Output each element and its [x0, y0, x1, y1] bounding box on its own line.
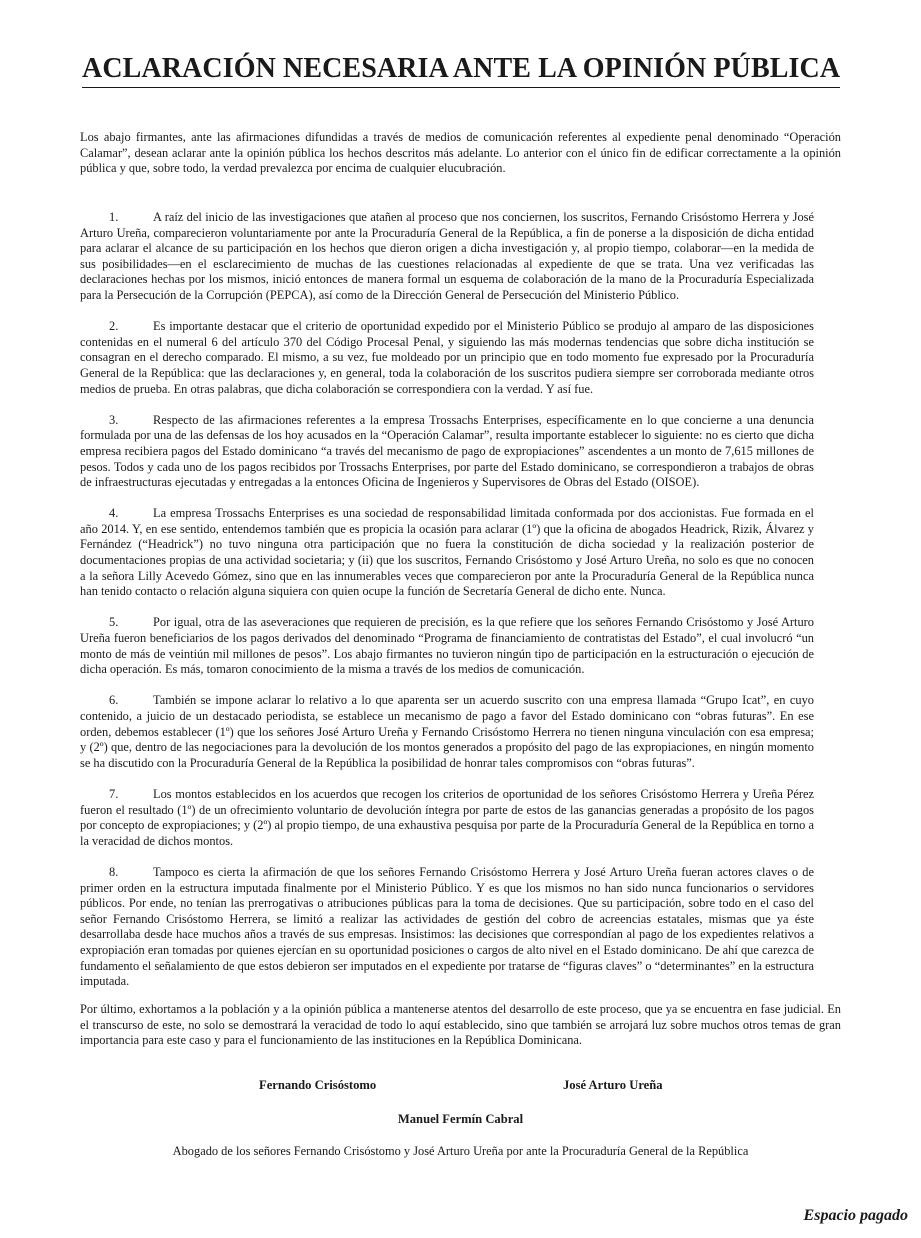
signer-name-2: José Arturo Ureña [563, 1078, 663, 1092]
item-text: Por igual, otra de las aseveraciones que requieren de precisión, es la que refiere que los señores Fernando Crisóstomo y José Arturo Ureña fueron beneficiarios de los pagos derivados del denominado “Programa de financiamiento de contratistas del Estado”, el cual involucró “un monto de más de veintiún mil millones de pesos”. Los abajo firmantes no tuvieron ningún tipo de participación en la estructuración o ejecución de dicha operación. Es más, tomaron conocimiento de la misma a través de los medios de comunicación. [80, 615, 814, 677]
lawyer-role: Abogado de los señores Fernando Crisóstomo y José Arturo Ureña por ante la Procuraduría General de la República [172, 1144, 749, 1158]
list-item [80, 319, 814, 397]
item-text: La empresa Trossachs Enterprises es una sociedad de responsabilidad limitada conformada por dos accionistas. Fue formada en el año 2014. Y, en ese sentido, entendemos también que es propicia la ocasión para aclarar (1º) que la oficina de abogados Headrick, Rizik, Álvarez y Fernández (“Headrick”) no tuvo ninguna otra participación que no fuera la constitución de dicha sociedad y la realización posterior de documentaciones propias de una actividad societaria; y (ii) que los suscritos, Fernando Crisóstomo y José Arturo Ureña, no solo es que no conocen a la señora Lilly Acevedo Gómez, sino que en las innumerables veces que comparecieron por ante la Procuraduría General de la República nunca han tenido contacto o relación alguna siquiera con quien ocupe la función de Secretaría General de dicho ente. Nunca. [80, 506, 814, 599]
signer-name-1: Fernando Crisóstomo [259, 1078, 377, 1092]
list-item [80, 210, 814, 304]
lawyer-name: Manuel Fermín Cabral [397, 1112, 524, 1126]
list-item [80, 787, 814, 849]
list-item [80, 693, 814, 771]
intro-section [80, 130, 841, 177]
item-number: 5. [109, 615, 119, 630]
item-text: Es importante destacar que el criterio de oportunidad expedido por el Ministerio Público se produjo al amparo de las disposiciones contenidas en el numeral 6 del artículo 370 del Código Procesal Penal, y siguiendo las más modernas tendencias que sobre dicha institución se consagran en el derecho comparado. El mismo, a su vez, fue moldeado por un principio que en todo momento fue expresado por la Procuraduría General de la República: que las declaraciones y, en general, toda la colaboración de los suscritos pudiera siempre ser corroborada mediante otros medios de prueba. En otras palabras, que dicha colaboración se correspondiera con la verdad. Y así fue. [80, 319, 814, 396]
title-underline [82, 87, 840, 88]
list-item [80, 615, 814, 677]
item-number: 8. [109, 864, 119, 879]
item-text: Respecto de las afirmaciones referentes a la empresa Trossachs Enterprises, específicamente en lo que concierne a una denuncia formulada por una de las defensas de los hoy acusados en la “Operación Calamar”, resulta importante establecer lo siguiente: no es cierto que dicha empresa recibiera pagos del Estado dominicano “a través del mecanismo de pago de expropiaciones” ascendentes a un monto de 7,615 millones de pesos. Todos y cada uno de los pagos recibidos por Trossachs Enterprises, por parte del Estado dominicano, se correspondieron a trabajos de obras de infraestructuras ejecutadas y entregadas a la entonces Oficina de Ingenieros y Supervisores de Obras del Estado (OISOE). [80, 412, 814, 490]
page-title: ACLARACIÓN NECESARIA ANTE LA OPINIÓN PÚBLICA [82, 53, 841, 84]
item-number: 1. [109, 210, 119, 224]
item-number: 3. [109, 412, 119, 427]
list-item [80, 865, 814, 990]
list-item [80, 506, 814, 600]
intro-paragraph: Los abajo firmantes, ante las afirmaciones difundidas a través de medios de comunicación referentes al expediente penal denominado “Operación Calamar”, desean aclarar ante la opinión pública los hechos descritos más adelante. Lo anterior con el único fin de edificar correctamente a la opinión pública y que, sobre todo, la verdad prevalezca por encima de cualquier elucubración. [80, 130, 841, 176]
closing-paragraph: Por último, exhortamos a la población y a la opinión pública a mantenerse atentos del desarrollo de este proceso, que ya se encuentra en fase judicial. En el transcurso de este, no solo se demostrará la veracidad de todo lo aquí establecido, sino que también se arrojará luz sobre muchos otros temas de gran importancia para este caso y para el funcionamiento de las instituciones en la República Dominicana. [80, 1002, 841, 1048]
list-item [80, 413, 814, 491]
numbered-list [80, 210, 814, 1005]
item-number: 7. [109, 786, 119, 801]
paid-space-notice: Espacio pagado [803, 1207, 908, 1224]
item-text: Tampoco es cierta la afirmación de que los señores Fernando Crisóstomo Herrera y José Arturo Ureña fueran actores claves o de primer orden en la estructura imputada finalmente por el Ministerio Público. Y es que los mismos no han sido nunca funcionarios o servidores públicos. Por ende, no tenían las prerrogativas o atribuciones públicas para la toma de decisiones. Que su participación, sobre todo en el caso del señor Fernando Crisóstomo Herrera, se limitó a realizar las actividades de gestión del cobro de acreencias estatales, mismas que ya éste desarrollaba desde hace muchos años a través de sus empresas. Insistimos: las decisiones que correspondían al pago de los expedientes relativos a expropiación eran tomadas por quienes ejercían en su oportunidad posiciones o cargos de alto nivel en el Estado dominicano. De ahí que carezca de fundamento el señalamiento de que estos debieron ser imputados en el expediente por tratarse de “figuras claves” o “determinantes” en la estructura imputada. [80, 864, 814, 989]
item-number: 2. [109, 319, 119, 334]
item-number: 4. [109, 506, 119, 521]
closing-section [80, 1002, 841, 1049]
item-number: 6. [109, 693, 119, 708]
item-text: A raíz del inicio de las investigaciones que atañen al proceso que nos conciernen, los suscritos, Fernando Crisóstomo Herrera y José Arturo Ureña, comparecieron voluntariamente por ante la Procuraduría General de la República, a fin de ponerse a la disposición de dicha entidad para aclarar el alcance de su participación en los hechos que dieron origen a dicha investigación y, al propio tiempo, colaborar—en la medida de sus posibilidades—en el esclarecimiento de muchas de las cuestiones relacionadas al expediente de que se trata. Una vez verificadas las declaraciones hechas por los mismos, inició entonces de manera formal un esquema de colaboración de la mano de la Procuraduría Especializada para la Persecución de la Corrupción (PEPCA), así como de la Dirección General de Persecución del Ministerio Público. [80, 210, 814, 302]
item-text: También se impone aclarar lo relativo a lo que aparenta ser un acuerdo suscrito con una empresa llamada “Grupo Icat”, en cuyo contenido, a juicio de un destacado periodista, se establece un mecanismo de pago a favor del Estado dominicano con “obras futuras”. En ese orden, debemos establecer (1º) que los señores José Arturo Ureña y Fernando Crisóstomo Herrera no tienen ninguna vinculación con esa empresa; y (2º) que, dentro de las negociaciones para la devolución de los montos generados a propósito del pago de las expropiaciones, en ningún momento se ha discutido con la Procuraduría General de la República la posibilidad de honrar tales compromisos con “obras futuras”. [80, 693, 814, 770]
item-text: Los montos establecidos en los acuerdos que recogen los criterios de oportunidad de los señores Crisóstomo Herrera y Ureña Pérez fueron el resultado (1º) de un ofrecimiento voluntario de devolución íntegra por parte de estos de las ganancias generadas a propósito de los pagos por concepto de expropiaciones; y (2º) al propio tiempo, de una exhaustiva pesquisa por parte de la Procuraduría General de la República en torno a la veracidad de dichos montos. [80, 786, 814, 848]
